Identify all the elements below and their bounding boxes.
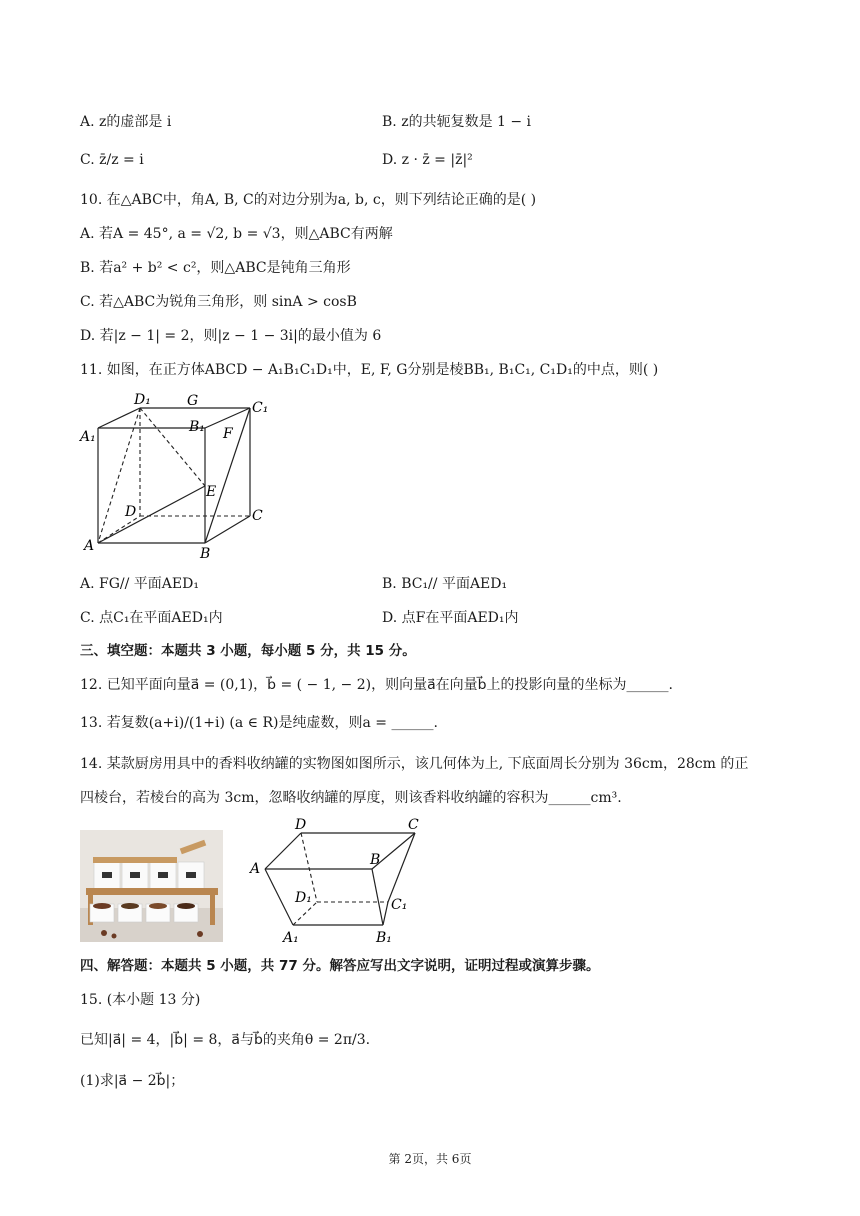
- q11-option-b: B. BC₁// 平面AED₁: [382, 576, 508, 592]
- q11-option-a: A. FG// 平面AED₁: [80, 576, 199, 592]
- frustum-label-B1: B₁: [376, 930, 392, 945]
- label-E: E: [206, 484, 217, 500]
- q9-option-d: D. z · z̄ = |z̄|²: [382, 152, 473, 168]
- q9-option-a: A. z的虚部是 i: [80, 114, 172, 130]
- q10-option-a: A. 若A = 45°, a = √2, b = √3，则△ABC有两解: [80, 226, 393, 242]
- label-D: D: [125, 504, 137, 520]
- q11-stem: 11. 如图，在正方体ABCD − A₁B₁C₁D₁中，E, F, G分别是棱BB₁, B₁C₁, C₁D₁的中点，则( ): [80, 362, 659, 378]
- q15-given: 已知|a⃗| = 4，|b⃗| = 8，a⃗与b⃗的夹角θ = 2π/3.: [80, 1032, 371, 1048]
- q13-text: 13. 若复数(a+i)/(1+i) (a ∈ R)是纯虚数，则a = ______.: [80, 715, 438, 731]
- q15-title: 15. (本小题 13 分): [80, 992, 201, 1008]
- frustum-figure: [245, 815, 430, 945]
- q9-option-b: B. z的共轭复数是 1 − i: [382, 114, 532, 130]
- frustum-label-A: A: [250, 861, 261, 877]
- q10-option-d: D. 若|z − 1| = 2，则|z − 1 − 3i|的最小值为 6: [80, 328, 382, 344]
- label-A: A: [84, 538, 95, 554]
- spice-jar-photo: [80, 830, 223, 942]
- spice-jar-illustration: [80, 830, 223, 942]
- frustum-label-D1: D₁: [295, 890, 312, 906]
- frustum-label-A1: A₁: [283, 930, 299, 945]
- label-F: F: [223, 426, 233, 442]
- q10-stem: 10. 在△ABC中，角A, B, C的对边分别为a, b, c，则下列结论正确的是( ): [80, 192, 537, 208]
- q10-option-c: C. 若△ABC为锐角三角形，则 sinA > cosB: [80, 294, 357, 310]
- page-footer: 第 2页，共 6页: [388, 1152, 472, 1166]
- frustum-label-C1: C₁: [391, 897, 408, 913]
- label-B1: B₁: [189, 419, 205, 435]
- label-D1: D₁: [134, 392, 151, 408]
- label-C1: C₁: [252, 400, 269, 416]
- section-4-heading: 四、解答题：本题共 5 小题，共 77 分。解答应写出文字说明，证明过程或演算步骤。: [80, 958, 600, 974]
- q9-option-c: C. z̄/z = i: [80, 152, 144, 168]
- q15-part-1: (1)求|a⃗ − 2b⃗|；: [80, 1073, 185, 1089]
- label-G: G: [187, 393, 199, 409]
- frustum-label-C: C: [408, 817, 419, 833]
- cube-figure: [78, 388, 278, 563]
- q12-text: 12. 已知平面向量a⃗ = (0,1)，b⃗ = ( − 1, − 2)，则向量a⃗在向量b⃗上的投影向量的坐标为______.: [80, 677, 673, 693]
- label-A1: A₁: [80, 429, 96, 445]
- frustum-label-D: D: [295, 817, 307, 833]
- frustum-label-B: B: [370, 852, 381, 868]
- section-3-heading: 三、填空题：本题共 3 小题，每小题 5 分，共 15 分。: [80, 643, 416, 659]
- label-C: C: [252, 508, 263, 524]
- q11-option-d: D. 点F在平面AED₁内: [382, 610, 519, 626]
- q11-option-c: C. 点C₁在平面AED₁内: [80, 610, 223, 626]
- label-B: B: [200, 546, 211, 562]
- q14-line-1: 14. 某款厨房用具中的香料收纳罐的实物图如图所示，该几何体为上, 下底面周长分别为 36cm，28cm 的正: [80, 756, 749, 772]
- q14-line-2: 四棱台，若棱台的高为 3cm，忽略收纳罐的厚度，则该香料收纳罐的容积为______cm³.: [80, 790, 622, 806]
- q10-option-b: B. 若a² + b² < c²，则△ABC是钝角三角形: [80, 260, 351, 276]
